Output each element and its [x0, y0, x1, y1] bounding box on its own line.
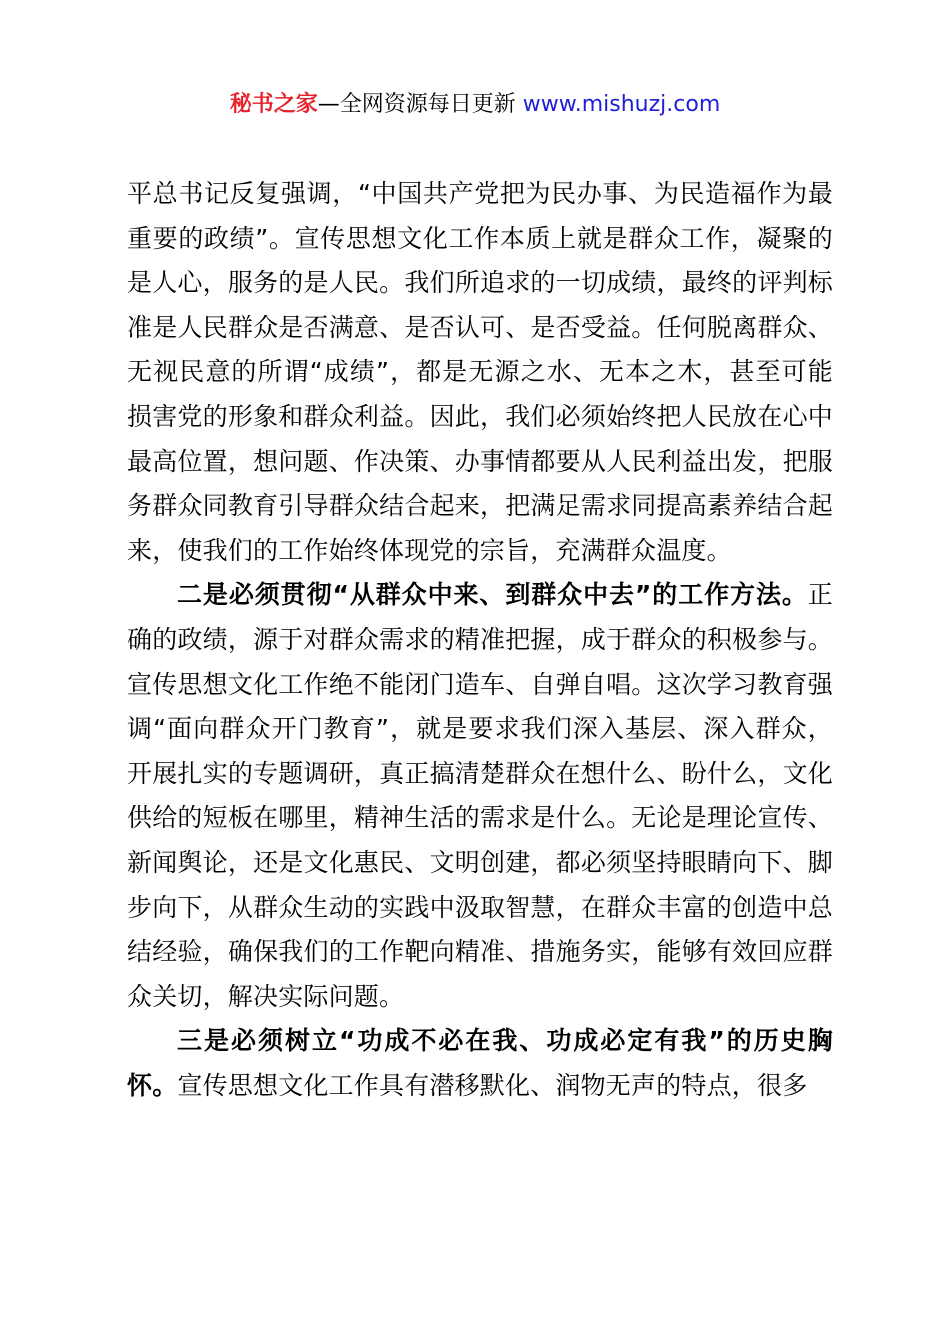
header-tagline: —全网资源每日更新: [317, 92, 523, 117]
paragraph-3-text: 宣传思想文化工作具有潜移默化、润物无声的特点，很多: [177, 1070, 808, 1100]
brand-name: 秘书之家: [229, 92, 318, 117]
website-link[interactable]: www.mishuzj.com: [522, 92, 721, 117]
paragraph-2-lead: 二是必须贯彻“从群众中来、到群众中去”的工作方法。: [177, 580, 808, 610]
paragraph-1-text: 平总书记反复强调，“中国共产党把为民办事、为民造福作为最重要的政绩”。宣传思想文化工作本质上就是群众工作，凝聚的是人心，服务的是人民。我们所追求的一切成绩，最终的评判标准是人民群众是否满意、是否认可、是否受益。任何脱离群众、无视民意的所谓“成绩”，都是无源之水、无本之木，甚至可能损害党的形象和群众利益。因此，我们必须始终把人民放在心中最高位置，想问题、作决策、办事情都要从人民利益出发，把服务群众同教育引导群众结合起来，把满足需求同提高素养结合起来，使我们的工作始终体现党的宗旨，充满群众温度。: [127, 179, 833, 565]
paragraph-3: [127, 1019, 833, 1108]
paragraph-1: [127, 172, 833, 573]
paragraph-2: [127, 573, 833, 1019]
document-body: [127, 172, 833, 1108]
paragraph-2-text: 正确的政绩，源于对群众需求的精准把握，成于群众的积极参与。宣传思想文化工作绝不能闭门造车、自弹自唱。这次学习教育强调“面向群众开门教育”，就是要求我们深入基层、深入群众，开展扎实的专题调研，真正搞清楚群众在想什么、盼什么，文化供给的短板在哪里，精神生活的需求是什么。无论是理论宣传、新闻舆论，还是文化惠民、文明创建，都必须坚持眼睛向下、脚步向下，从群众生动的实践中汲取智慧，在群众丰富的创造中总结经验，确保我们的工作靶向精准、措施务实，能够有效回应群众关切，解决实际问题。: [127, 580, 833, 1011]
paragraph-3-lead: 三是必须树立“功成不必在我、功成必定有我”的历史胸怀。: [127, 1026, 833, 1100]
page-header: [0, 88, 950, 122]
